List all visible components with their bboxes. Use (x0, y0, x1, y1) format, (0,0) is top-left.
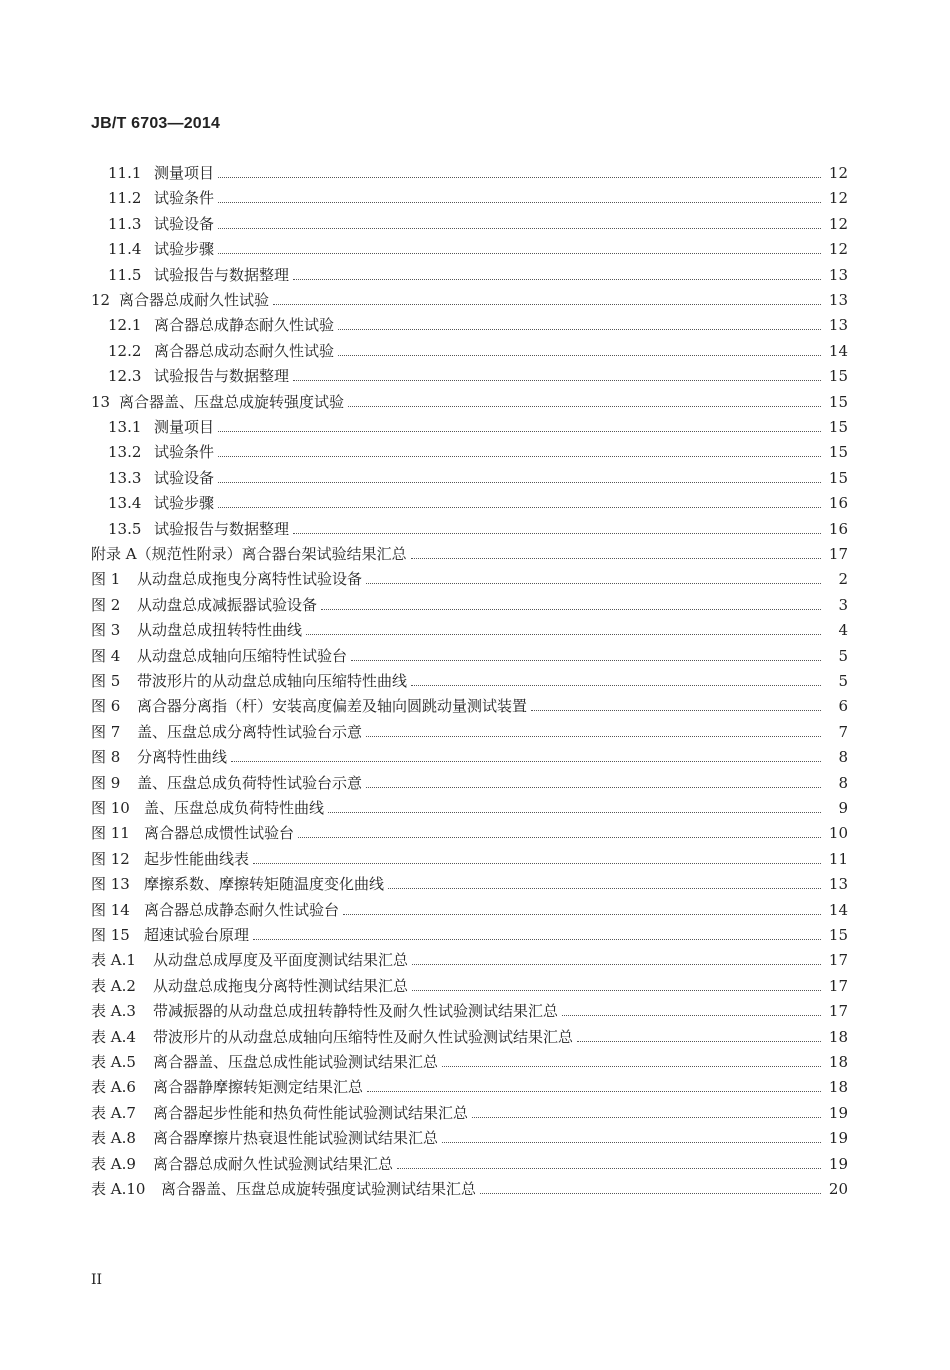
toc-entry[interactable] (108, 185, 848, 207)
toc-entry[interactable] (91, 922, 848, 944)
toc-entry[interactable] (91, 693, 848, 715)
toc-entry-title: 分离特性曲线 (137, 748, 228, 767)
toc-entry-number: 图 5 (91, 672, 121, 690)
toc-entry-title: 离合器盖、压盘总成性能试验测试结果汇总 (153, 1053, 439, 1071)
toc-entry[interactable] (108, 338, 848, 360)
toc-entry-page: 2 (838, 570, 848, 589)
toc-entry-page: 20 (828, 1180, 848, 1198)
toc-entry-page: 12 (828, 189, 848, 208)
toc-entry[interactable] (108, 465, 848, 487)
toc-entry-title: 起步性能曲线表 (144, 849, 250, 868)
toc-entry[interactable] (91, 668, 848, 690)
toc-entry[interactable] (91, 897, 848, 919)
toc-entry-page: 5 (838, 672, 848, 690)
toc-entry-page: 15 (828, 926, 848, 944)
dot-leader (293, 380, 821, 381)
toc-entry-title: 离合器盖、压盘总成旋转强度试验测试结果汇总 (161, 1180, 477, 1198)
toc-entry-page: 19 (828, 1129, 848, 1148)
toc-entry[interactable] (91, 973, 848, 995)
toc-entry[interactable] (91, 1074, 848, 1096)
toc-entry-number: 13 (91, 392, 111, 411)
toc-entry-page: 17 (828, 951, 848, 970)
toc-entry-number: 图 12 (91, 849, 130, 868)
dot-leader (231, 761, 821, 762)
toc-entry-number: 11.2 (108, 189, 142, 208)
dot-leader (306, 634, 821, 635)
dot-leader (442, 1066, 821, 1067)
toc-entry-page: 19 (828, 1103, 848, 1122)
toc-entry-page: 8 (838, 748, 848, 767)
toc-entry-number: 13.2 (108, 443, 142, 462)
toc-entry-page: 11 (828, 849, 848, 868)
toc-entry-title: 带波形片的从动盘总成轴向压缩特性及耐久性试验测试结果汇总 (153, 1027, 574, 1046)
toc-entry-number: 11.4 (108, 240, 142, 259)
dot-leader (218, 177, 821, 178)
toc-entry-number: 图 1 (91, 570, 121, 589)
toc-entry-title: 离合器总成耐久性试验 (119, 291, 270, 309)
toc-entry-number: 图 7 (91, 722, 121, 741)
dot-leader (253, 939, 821, 940)
toc-entry[interactable] (91, 795, 848, 817)
dot-leader (411, 558, 821, 559)
toc-entry-number: 13.4 (108, 494, 142, 513)
toc-entry-number: 图 2 (91, 595, 121, 614)
toc-entry-title: 从动盘总成厚度及平面度测试结果汇总 (153, 951, 409, 970)
toc-entry[interactable] (91, 1024, 848, 1046)
toc-entry-title: 盖、压盘总成负荷特性试验台示意 (137, 773, 363, 792)
dot-leader (343, 914, 821, 915)
toc-entry[interactable] (91, 770, 848, 792)
toc-entry-number: 11.5 (108, 265, 142, 284)
toc-entry-page: 12 (828, 164, 848, 182)
toc-entry[interactable] (91, 719, 848, 741)
toc-entry-title: 离合器总成耐久性试验测试结果汇总 (153, 1154, 394, 1173)
toc-entry-title: 从动盘总成减振器试验设备 (137, 595, 318, 614)
dot-leader (293, 533, 821, 534)
dot-leader (562, 1015, 821, 1016)
dot-leader (253, 863, 821, 864)
toc-entry-number: 表 A.9 (91, 1154, 136, 1173)
toc-entry-number: 图 14 (91, 900, 130, 919)
dot-leader (480, 1193, 821, 1194)
toc-entry-number: 表 A.1 (91, 951, 136, 970)
toc-entry-page: 7 (838, 722, 848, 741)
dot-leader (348, 406, 821, 407)
toc-entry-number: 图 9 (91, 773, 121, 792)
toc-entry-number: 13.5 (108, 519, 142, 538)
toc-entry-title: 从动盘总成扭转特性曲线 (137, 621, 303, 640)
dot-leader (218, 253, 821, 254)
toc-entry-title: 从动盘总成拖曳分离特性试验设备 (137, 570, 363, 589)
toc-entry-title: 离合器起步性能和热负荷性能试验测试结果汇总 (153, 1103, 469, 1122)
toc-entry-title: 离合器总成动态耐久性试验 (154, 341, 335, 360)
toc-entry-title: 离合器静摩擦转矩测定结果汇总 (153, 1078, 364, 1097)
dot-leader (298, 837, 821, 838)
toc-entry[interactable] (108, 211, 848, 233)
dot-leader (218, 482, 821, 483)
toc-entry-number: 11.1 (108, 164, 142, 182)
dot-leader (412, 964, 821, 965)
dot-leader (273, 304, 821, 305)
toc-entry-number: 表 A.5 (91, 1053, 136, 1071)
toc-entry-number: 表 A.4 (91, 1027, 136, 1046)
toc-entry[interactable] (91, 947, 848, 969)
toc-entry[interactable] (91, 541, 848, 563)
toc-entry[interactable] (91, 871, 848, 893)
toc-entry-number: 12.2 (108, 341, 142, 360)
toc-entry-page: 13 (828, 265, 848, 284)
dot-leader (366, 787, 821, 788)
toc-entry-page: 18 (828, 1027, 848, 1046)
toc-entry-page: 15 (828, 468, 848, 487)
page-number: II (91, 1272, 103, 1288)
toc-entry-number: 图 3 (91, 621, 121, 640)
toc-entry-title: 离合器总成静态耐久性试验 (154, 316, 335, 335)
toc-entry-page: 14 (828, 341, 848, 360)
toc-entry-title: 试验设备 (154, 468, 215, 487)
toc-entry[interactable] (108, 312, 848, 334)
toc-entry-title: 试验设备 (154, 214, 215, 233)
toc-entry-page: 12 (828, 214, 848, 233)
dot-leader (411, 685, 821, 686)
toc-entry-title: 离合器盖、压盘总成旋转强度试验 (119, 392, 345, 411)
toc-entry-title: 离合器分离指（杆）安装高度偏差及轴向圆跳动量测试装置 (137, 697, 528, 716)
toc-entry-page: 17 (828, 1002, 848, 1021)
toc-entry-title: 盖、压盘总成负荷特性曲线 (144, 799, 325, 817)
dot-leader (531, 710, 821, 711)
toc-entry-page: 16 (828, 494, 848, 513)
dot-leader (351, 660, 821, 661)
toc-entry[interactable] (91, 287, 848, 309)
dot-leader (321, 609, 821, 610)
toc-entry-number: 12.3 (108, 367, 142, 386)
dot-leader (218, 456, 821, 457)
toc-entry-number: 13.3 (108, 468, 142, 487)
toc-entry[interactable] (91, 389, 848, 411)
toc-entry[interactable] (91, 1151, 848, 1173)
toc-entry-title: 附录 A（规范性附录）离合器台架试验结果汇总 (91, 545, 407, 563)
dot-leader (388, 888, 821, 889)
toc-entry[interactable] (91, 744, 848, 766)
toc-entry-title: 带波形片的从动盘总成轴向压缩特性曲线 (137, 672, 408, 690)
toc-entry-page: 15 (828, 443, 848, 462)
dot-leader (218, 431, 821, 432)
toc-entry[interactable] (108, 262, 848, 284)
toc-entry[interactable] (91, 1049, 848, 1071)
dot-leader (412, 990, 821, 991)
toc-entry-page: 18 (828, 1078, 848, 1097)
toc-entry-title: 带减振器的从动盘总成扭转静特性及耐久性试验测试结果汇总 (153, 1002, 559, 1021)
toc-entry[interactable] (91, 846, 848, 868)
toc-entry-title: 试验报告与数据整理 (154, 519, 290, 538)
toc-entry-number: 图 6 (91, 697, 121, 716)
toc-entry-title: 测量项目 (154, 164, 215, 182)
toc-entry-number: 表 A.8 (91, 1129, 136, 1148)
toc-entry-number: 图 4 (91, 646, 121, 665)
toc-entry-page: 13 (828, 316, 848, 335)
toc-entry-title: 摩擦系数、摩擦转矩随温度变化曲线 (144, 875, 385, 894)
toc-entry-page: 9 (838, 799, 848, 817)
toc-entry-title: 从动盘总成拖曳分离特性测试结果汇总 (153, 976, 409, 995)
toc-entry-title: 离合器总成静态耐久性试验台 (144, 900, 340, 919)
toc-entry[interactable] (91, 566, 848, 588)
toc-entry-number: 表 A.10 (91, 1180, 146, 1198)
dot-leader (366, 583, 821, 584)
toc-entry-number: 图 13 (91, 875, 130, 894)
toc-entry-page: 3 (838, 595, 848, 614)
toc-entry-page: 6 (838, 697, 848, 716)
toc-entry[interactable] (108, 414, 848, 436)
toc-entry-number: 表 A.3 (91, 1002, 136, 1021)
toc-entry[interactable] (91, 643, 848, 665)
dot-leader (397, 1168, 821, 1169)
dot-leader (577, 1041, 821, 1042)
toc-entry-title: 测量项目 (154, 418, 215, 436)
toc-entry-title: 试验报告与数据整理 (154, 367, 290, 386)
dot-leader (328, 812, 821, 813)
toc-entry-page: 16 (828, 519, 848, 538)
toc-entry-number: 图 8 (91, 748, 121, 767)
toc-entry-number: 表 A.6 (91, 1078, 136, 1097)
toc-entry-page: 13 (828, 291, 848, 309)
toc-entry[interactable] (108, 516, 848, 538)
toc-entry-page: 10 (828, 824, 848, 843)
toc-entry-page: 19 (828, 1154, 848, 1173)
toc-entry-page: 18 (828, 1053, 848, 1071)
standard-code: JB/T 6703—2014 (91, 115, 221, 132)
toc-entry-number: 表 A.2 (91, 976, 136, 995)
toc-entry[interactable] (91, 998, 848, 1020)
toc-entry-title: 离合器摩擦片热衰退性能试验测试结果汇总 (153, 1129, 439, 1148)
toc-entry-number: 13.1 (108, 418, 142, 436)
toc-entry[interactable] (91, 820, 848, 842)
toc-entry-title: 试验条件 (154, 189, 215, 208)
dot-leader (338, 329, 821, 330)
toc-entry-title: 试验步骤 (154, 240, 215, 259)
toc-entry-title: 从动盘总成轴向压缩特性试验台 (137, 646, 348, 665)
dot-leader (218, 228, 821, 229)
toc-entry-page: 5 (838, 646, 848, 665)
toc-entry-page: 15 (828, 367, 848, 386)
toc-entry-number: 表 A.7 (91, 1103, 136, 1122)
toc-entry-title: 试验条件 (154, 443, 215, 462)
dot-leader (442, 1142, 821, 1143)
dot-leader (293, 279, 821, 280)
toc-entry[interactable] (91, 1176, 848, 1198)
toc-entry-page: 8 (838, 773, 848, 792)
toc-entry-number: 图 15 (91, 926, 130, 944)
toc-entry-page: 4 (838, 621, 848, 640)
dot-leader (218, 202, 821, 203)
toc-entry[interactable] (91, 617, 848, 639)
toc-entry[interactable] (108, 363, 848, 385)
toc-entry-number: 12 (91, 291, 111, 309)
toc-entry-title: 超速试验台原理 (144, 926, 250, 944)
dot-leader (367, 1091, 821, 1092)
toc-entry-page: 13 (828, 875, 848, 894)
toc-entry-title: 离合器总成惯性试验台 (144, 824, 295, 843)
toc-entry[interactable] (108, 490, 848, 512)
toc-entry-page: 17 (828, 545, 848, 563)
toc-entry-page: 12 (828, 240, 848, 259)
toc-entry-title: 盖、压盘总成分离特性试验台示意 (137, 722, 363, 741)
toc-entry-page: 14 (828, 900, 848, 919)
dot-leader (218, 507, 821, 508)
toc-entry-page: 17 (828, 976, 848, 995)
toc-entry-number: 11.3 (108, 214, 142, 233)
toc-entry-page: 15 (828, 392, 848, 411)
toc-entry-number: 图 10 (91, 799, 130, 817)
toc-entry-title: 试验步骤 (154, 494, 215, 513)
toc-entry-title: 试验报告与数据整理 (154, 265, 290, 284)
dot-leader (338, 355, 821, 356)
toc-entry[interactable] (91, 1100, 848, 1122)
dot-leader (366, 736, 821, 737)
dot-leader (472, 1117, 821, 1118)
toc-entry[interactable] (91, 592, 848, 614)
toc-entry-page: 15 (828, 418, 848, 436)
toc-entry[interactable] (108, 160, 848, 182)
toc-entry-number: 图 11 (91, 824, 130, 843)
toc-entry[interactable] (108, 439, 848, 461)
toc-entry[interactable] (91, 1125, 848, 1147)
toc-entry-number: 12.1 (108, 316, 142, 335)
toc-entry[interactable] (108, 236, 848, 258)
